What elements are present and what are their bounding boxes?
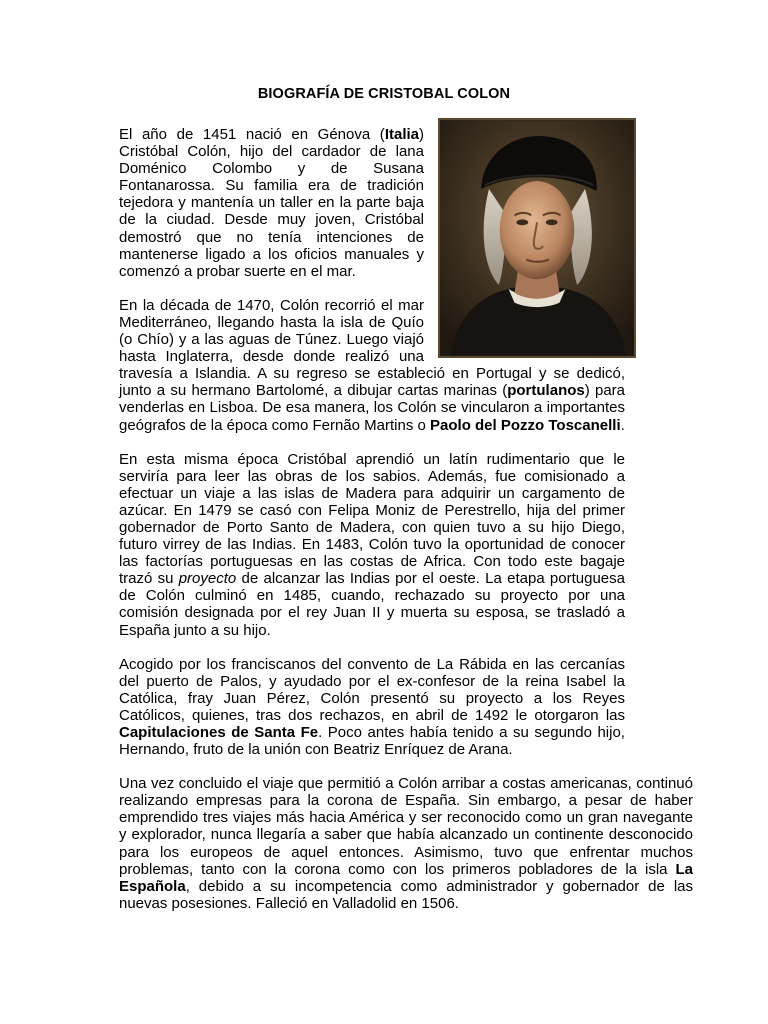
- paragraph-1-text-b: ) Cristóbal Colón, hijo del cardador de lana Doménico Colombo y de Susana Fontanarossa. Su familia era de tradición tejedora y mantenía un taller en la parte baja de la ciudad. Desde muy joven, Cristóbal demostró que no tenía intenciones de mantenerse ligado a los oficios manuales y comenzó a probar suerte en el mar.: [119, 126, 424, 280]
- paragraph-4-text-b: . Poco antes había tenido a su segundo hijo, Hernando, fruto de la unión con Beatriz Enríquez de Arana.: [119, 724, 625, 759]
- paragraph-5: [119, 775, 693, 912]
- paragraph-5-text-b: , debido a su incompetencia como administrador y gobernador de las nuevas posesiones. Falleció en Valladolid en 1506.: [119, 877, 693, 912]
- la-espanola-bold: La Española: [119, 860, 693, 895]
- portulanos-bold: portulanos: [507, 382, 585, 400]
- paragraph-1-text-a: El año de 1451 nació en Génova (: [119, 126, 385, 143]
- capitulaciones-bold: Capitulaciones de Santa Fe: [119, 724, 319, 741]
- document-title: BIOGRAFÍA DE CRISTOBAL COLON: [257, 86, 511, 102]
- portrait-icon: [440, 120, 634, 356]
- paragraph-5-text-a: Una vez concluido el viaje que permitió a Colón arribar a costas americanas, continuó realizando empresas para la corona de España. Sin embargo, a pesar de haber emprendido tres viajes más hacia América y ser reconocido como un gran navegante y explorador, nunca llegaría a saber que había alcanzado un continente desconocido para los europeos de aquel entonces. Asimismo, tuvo que enfrentar muchos problemas, tanto con la corona como con los primeros pobladores de la isla: [119, 775, 693, 878]
- paragraph-3-text-b: de alcanzar las Indias por el oeste. La etapa portuguesa de Colón culminó en 1485, cuando, rechazado su proyecto por una comisión designada por el rey Juan II y muerta su esposa, se trasladó a España junto a su hijo.: [119, 570, 625, 639]
- document-body: [119, 126, 693, 929]
- italia-bold: Italia: [384, 126, 419, 143]
- paragraph-4: [119, 656, 625, 759]
- proyecto-italic: proyecto: [178, 570, 237, 588]
- toscanelli-bold: Paolo del Pozzo Toscanelli: [430, 416, 621, 434]
- portrait-image: [438, 118, 636, 358]
- paragraph-2-text-c: .: [620, 416, 625, 434]
- paragraph-2-text-b: ) para venderlas en Lisboa. De esa manera, los Colón se vincularon a importantes geógrafos de la época como Fernão Martins o: [119, 382, 625, 434]
- paragraph-4-text-a: Acogido por los franciscanos del convento de La Rábida en las cercanías del puerto de Palos, y ayudado por el ex-confesor de la reina Isabel la Católica, fray Juan Pérez, Colón presentó su proyecto a los Reyes Católicos, quienes, tras dos rechazos, en abril de 1492 le otorgaron las: [119, 655, 625, 724]
- paragraph-2-text-a: En la década de 1470, Colón recorrió el mar Mediterráneo, llegando hasta la isla de Quío (o Chío) y a las aguas de Túnez. Luego viajó hasta Inglaterra, desde donde realizó una travesía a Islandia. A su regreso se estableció en Portugal y se dedicó, junto a su hermano Bartolomé, a dibujar cartas marinas (: [119, 296, 625, 400]
- paragraph-3-text-a: En esta misma época Cristóbal aprendió un latín rudimentario que le serviría para leer las obras de los sabios. Además, fue comisionado a efectuar un viaje a las islas de Madera para adquirir un cargamento de azúcar. En 1479 se casó con Felipa Moniz de Perestrello, hija del primer gobernador de Porto Santo de Madera, con quien tuvo a su hijo Diego, futuro virrey de las Indias. En 1483, Colón tuvo la oportunidad de conocer las factorías portuguesas en las costas de Africa. Con todo este bagaje trazó su: [119, 450, 625, 588]
- paragraph-3: [119, 451, 625, 639]
